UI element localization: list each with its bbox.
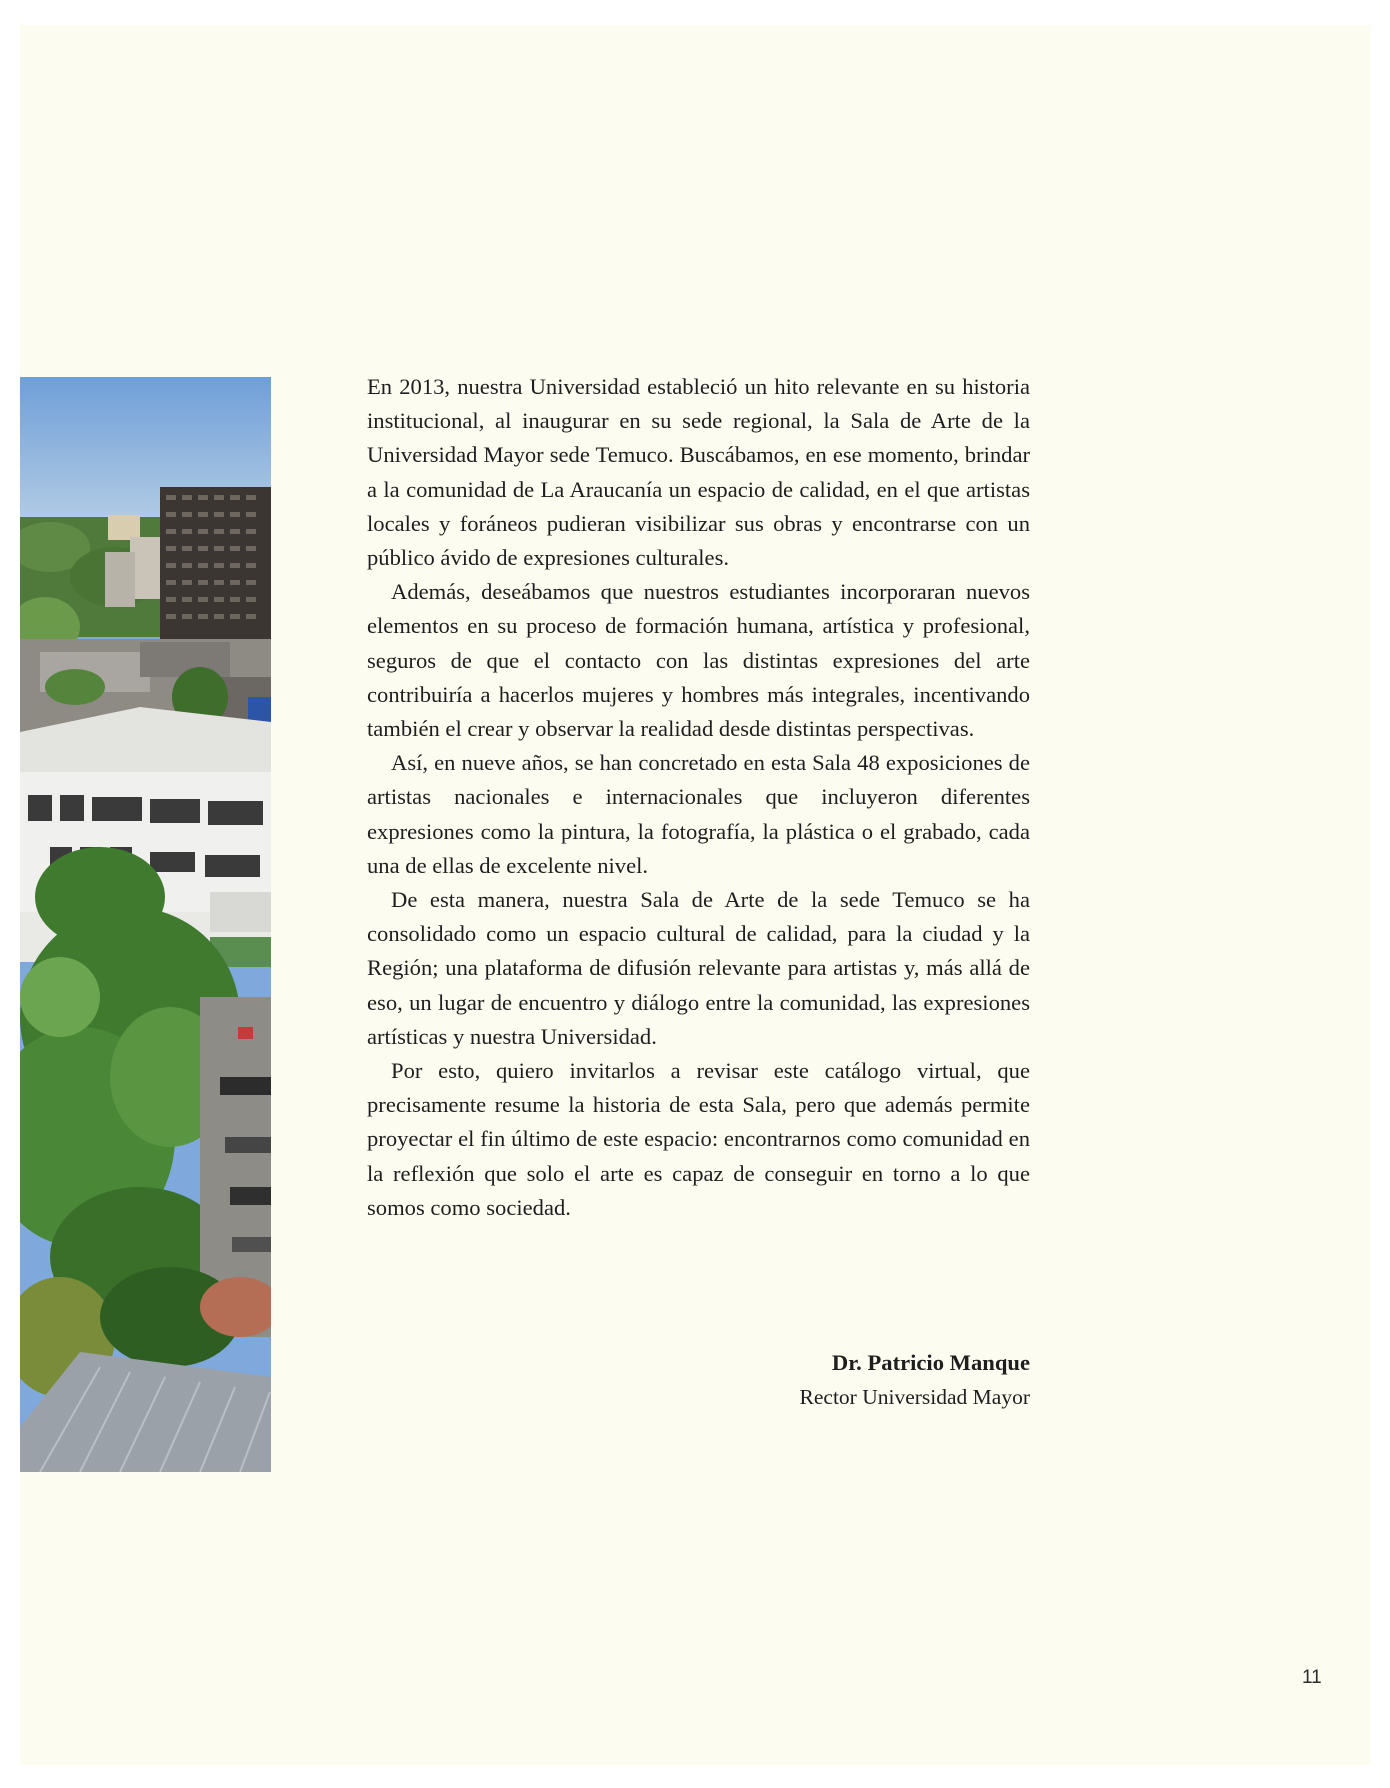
signature-name: Dr. Patricio Manque: [831, 1350, 1030, 1375]
paragraph-4: De esta manera, nuestra Sala de Arte de la sede Temuco se ha consolidado como un espacio cultural de calidad, para la ciudad y la Región; una plataforma de difusión relevante para artistas y, más allá de eso, un lugar de encuentro y diálogo entre la comunidad, las expresiones artísticas y nuestra Universidad.: [367, 887, 1030, 1049]
paragraph-3: Así, en nueve años, se han concretado en esta Sala 48 exposiciones de artistas nacionales e internacionales que incluyeron diferentes expresiones como la pintura, la fotografía, la plástica o el grabado, cada una de ellas de excelente nivel.: [367, 750, 1030, 878]
city-aerial-photo: [20, 377, 271, 1472]
page-number: 11: [1302, 1667, 1322, 1688]
body-text: [367, 370, 1030, 1225]
signature-role: Rector Universidad Mayor: [799, 1385, 1030, 1409]
document-page: [20, 25, 1370, 1765]
signature-block: [670, 1346, 1030, 1414]
paragraph-2: Además, deseábamos que nuestros estudiantes incorporaran nuevos elementos en su proceso de formación humana, artística y profesional, seguros de que el contacto con las distintas expresiones del arte contribuiría a hacerlos mujeres y hombres más integrales, incentivando también el crear y observar la realidad desde distintas perspectivas.: [367, 579, 1030, 742]
paragraph-1: En 2013, nuestra Universidad estableció un hito relevante en su historia institucional, al inaugurar en su sede regional, la Sala de Arte de la Universidad Mayor sede Temuco. Buscábamos, en ese momento, brindar a la comunidad de La Araucanía un espacio de calidad, en el que artistas locales y foráneos pudieran visibilizar sus obras y encontrarse con un público ávido de expresiones culturales.: [367, 374, 1030, 571]
city-aerial-illustration: [20, 377, 271, 1472]
paragraph-5: Por esto, quiero invitarlos a revisar este catálogo virtual, que precisamente resume la historia de esta Sala, pero que además permite proyectar el fin último de este espacio: encontrarnos como comunidad en la reflexión que solo el arte es capaz de conseguir en torno a lo que somos como sociedad.: [367, 1058, 1030, 1220]
